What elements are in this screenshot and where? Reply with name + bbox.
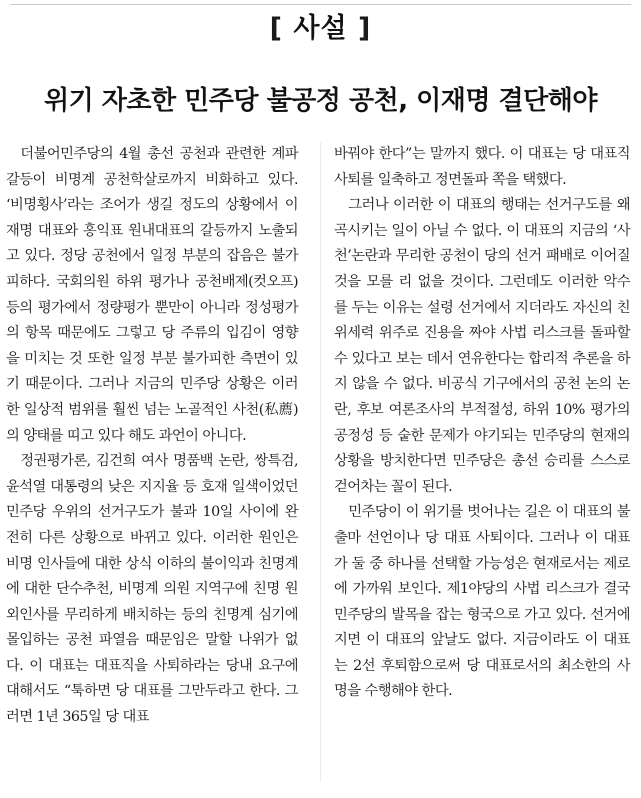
right-column	[334, 142, 630, 705]
right-paragraph-3: 민주당이 이 위기를 벗어나는 길은 이 대표의 불출마 선언이나 당 대표 사퇴이다. 그러나 이 대표가 둘 중 하나를 선택할 가능성은 현재로서는 제로에 가까워 보인다. 제1야당의 사법 리스크가 결국 민주당의 발목을 잡는 형국으로 가고 있다. 선거에 지면 이 대표의 앞날도 없다. 지금이라도 이 대표는 2선 후퇴함으로써 당 대표로서의 최소한의 사명을 수행해야 한다.	[334, 504, 630, 700]
section-label	[0, 6, 641, 45]
section-label-open-bracket: [	[269, 13, 283, 44]
right-paragraph-2: 그러나 이러한 이 대표의 행태는 선거구도를 왜곡시키는 일이 아닐 수 없다. 이 대표의 지금의 ‘사천’논란과 무리한 공천이 당의 선거 패배로 이어질 것을 모를 리 없을 것이다. 그런데도 이러한 악수를 두는 이유는 설령 선거에서 지더라도 자신의 친위세력 위주로 진용을 짜야 사법 리스크를 돌파할 수 있다고 보는 데서 연유한다는 합리적 추론을 하지 않을 수 없다. 비공식 기구에서의 공천 논의 논란, 후보 여론조사의 부적절성, 하위 10% 평가의 공정성 등 숱한 문제가 야기되는 민주당의 현재의 상황을 방치한다면 민주당은 총선 승리를 스스로 걷어차는 꼴이 된다.	[334, 197, 630, 495]
top-rule	[10, 4, 631, 5]
column-divider	[320, 142, 321, 782]
section-label-text: 사설	[293, 13, 348, 44]
headline: 위기 자초한 민주당 불공정 공천, 이재명 결단해야	[43, 86, 597, 116]
left-paragraph-1: 더불어민주당의 4월 총선 공천과 관련한 계파 갈등이 비명계 공천학살로까지 비화하고 있다. ‘비명횡사’라는 조어가 생길 정도의 상황에서 이재명 대표와 홍익표 원내대표의 갈등까지 노출되고 있다. 정당 공천에서 일정 부분의 잡음은 불가피하다. 국회의원 하위 평가나 공천배제(컷오프) 등의 평가에서 정량평가 뿐만이 아니라 정성평가의 항목 때문에도 그렇고 당 주류의 입김이 영향을 미치는 것 또한 일정 부분 불가피한 측면이 있기 때문이다. 그러나 지금의 민주당 상황은 이러한 일상적 범위를 훨씬 넘는 노골적인 사천(私薦)의 양태를 띠고 있다 해도 과언이 아니다.	[6, 146, 298, 444]
section-label-close-bracket: ]	[357, 13, 372, 44]
left-column	[6, 142, 298, 731]
right-paragraph-1: 바꿔야 한다”는 말까지 했다. 이 대표는 당 대표직 사퇴를 일축하고 정면돌파 쪽을 택했다.	[334, 146, 630, 188]
left-paragraph-2: 정권평가론, 김건희 여사 명품백 논란, 쌍특검, 윤석열 대통령의 낮은 지지율 등 호재 일색이었던 민주당 우위의 선거구도가 불과 10일 사이에 완전히 다른 상황으로 바뀌고 있다. 이러한 원인은 비명 인사들에 대한 상식 이하의 불이익과 친명계에 대한 단수추천, 비명계 의원 지역구에 친명 원외인사를 무리하게 배치하는 등의 친명계 심기에 몰입하는 공천 파열음 때문임은 말할 나위가 없다. 이 대표는 대표직을 사퇴하라는 당내 요구에 대해서도 “툭하면 당 대표를 그만두라고 한다. 그러면 1년 365일 당 대표	[6, 453, 298, 726]
